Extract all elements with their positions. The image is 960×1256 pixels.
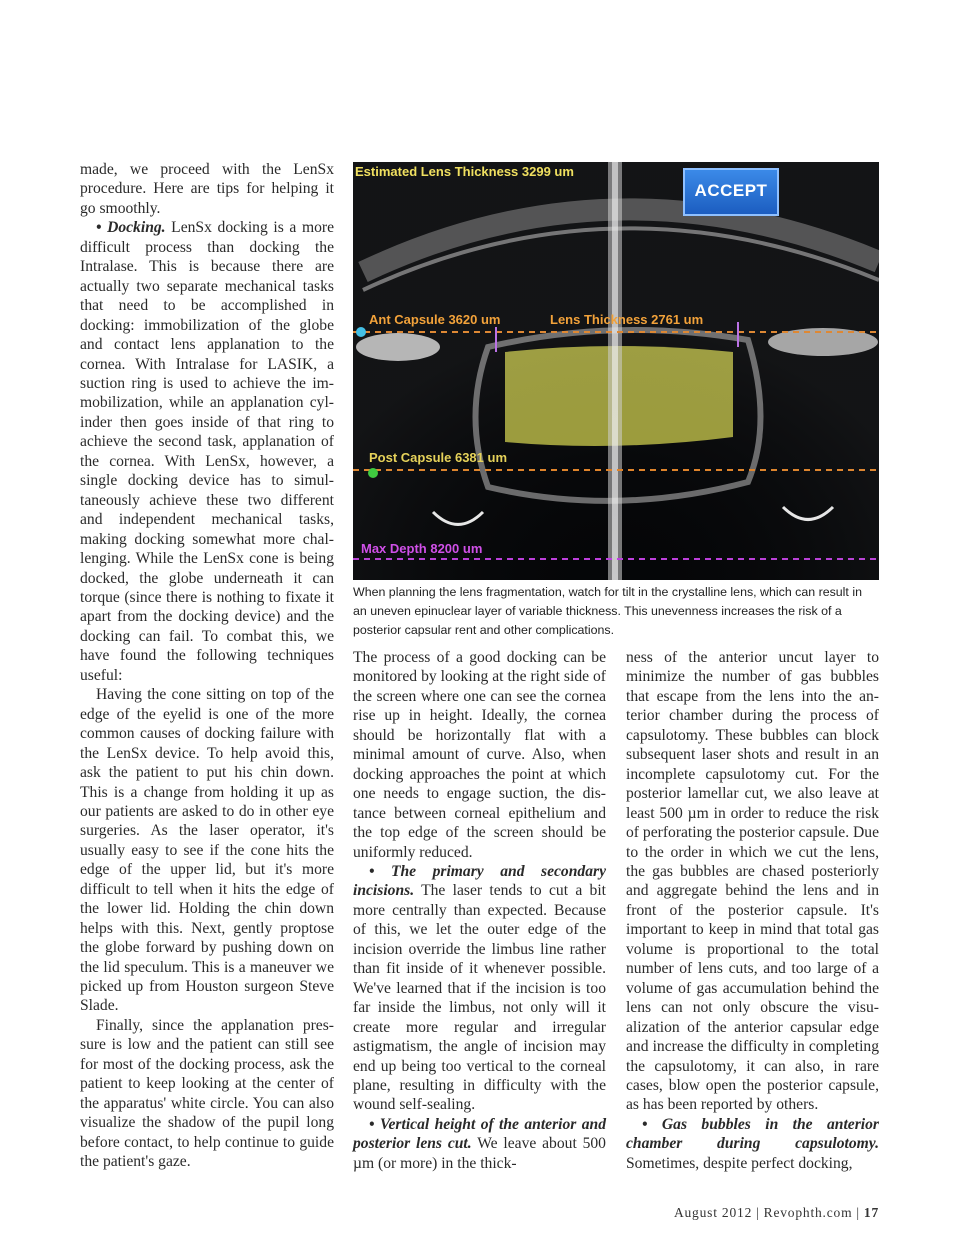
paragraph: The process of a good docking can be monitored by looking at the right side of the screen where one can see the cornea rise up in height. Ideally, the cornea should be horizontally flat with a minimal amount of curve. Also, when docking approaches the point at which one needs to engage suction, the distance between corneal epithelium and the top edge of the screen should be uniformly reduced. [353, 649, 606, 861]
figure-caption: When planning the lens fragmentation, watch for tilt in the crystalline lens, which can result in an uneven epinuclear layer of variable thickness. This unevenness increases the risk of a posterior capsular rent and other complications. [353, 585, 862, 637]
paragraph: ness of the anterior uncut layer to minimize the number of gas bubbles that escape from the lens into the anterior chamber during the process of capsulotomy. These bubbles can block subsequent laser shots and result in an incomplete capsulotomy cut. For the posterior lamellar cut, we also leave at least 500 µm in order to reduce the risk of perforating the posterior capsule. Due to the order in which we cut the lens, the gas bubbles are chased posteriorly and aggregate behind the lens and in front of the posterior capsule. It's important to keep in mind that total gas volume is proportional to the total number of lens cuts, and too large of a volume of gas accumulation behind the lens can not only obscure the visualization of the anterior capsular edge and increase the difficulty in completing the capsulotomy, it can also, in rare cases, blow open the posterior capsule, as has been reported by others. [626, 649, 879, 1114]
section-heading-vertical-height: • Vertical height of the anterior and posterior lens cut. [353, 1115, 606, 1153]
oct-figure-image [353, 162, 879, 580]
estimated-lens-thickness-label: Estimated Lens Thickness 3299 um [355, 164, 574, 179]
section-heading-gas-bubbles: • Gas bubbles in the anterior chamber during capsulotomy. [626, 1115, 879, 1153]
paragraph: made, we proceed with the LenSx procedure. Here are tips for helping it go smoothly. [80, 161, 334, 217]
max-depth-label: Max Depth 8200 um [361, 541, 483, 556]
footer-divider: | [756, 1205, 760, 1220]
post-capsule-label: Post Capsule 6381 um [369, 450, 507, 465]
paragraph-gas-bubbles [626, 1115, 879, 1173]
issue-date: August 2012 [673, 1205, 753, 1220]
footer-divider: | [856, 1205, 860, 1220]
accept-button[interactable]: ACCEPT [683, 168, 779, 216]
paragraph-incisions [353, 862, 606, 1115]
paragraph: Having the cone sitting on top of the edge of the eyelid is one of the more common causes of docking failure with the LenSx device. To help avoid this, ask the patient to put his chin down. This is a change from holding it up as our patients are asked to do in other eye surgeries. As the laser operator, it's usually easy to see if the cone hits the edge of the upper lid, but it's more difficult to tell when it hits the edge of the lower lid. Holding the chin down helps with this. Next, gently proptose the globe forward by pushing down on the lid speculum. This is a maneuver we picked up from Houston surgeon Steve Slade. [80, 686, 334, 1015]
paragraph-body: We leave about 500 µm (or more) in the thick- [353, 1135, 606, 1172]
text-column-middle [353, 648, 606, 1173]
page-number: 17 [863, 1205, 879, 1220]
paragraph-body: LenSx docking is a more difficult process than docking the Intralase. This is because there are actually two separate mechanical tasks that need to be accomplished in docking: immobilization of the globe and contact lens applanation to the cornea. With Intralase for LASIK, a suction ring is used to achieve the immobilization, while an applanation cylinder then goes inside of that ring to achieve the second task, applanation of the cornea. With LenSx, however, a single docking device has to simultaneously achieve these two different and independent mechanical tasks, making docking somewhat more challenging. While the LenSx cone is being docked, the globe underneath it can torque (since there is nothing to fixate it apart from the docking device) and the docking can fail. To combat this, we have found the following techniques useful: [80, 219, 334, 684]
text-column-right [626, 648, 879, 1173]
oct-scan-graphic [353, 162, 879, 580]
paragraph-body: Sometimes, despite perfect docking, [626, 1154, 853, 1172]
section-heading-docking: • Docking. [96, 219, 166, 237]
paragraph-docking [80, 218, 334, 685]
paragraph-vertical-height [353, 1115, 606, 1173]
text-column-left [80, 160, 334, 1172]
paragraph: Finally, since the applanation pressure is low and the patient can still see for most of the docking process, ask the patient to keep looking at the center of the apparatus' white circle. You can also visualize the shadow of the pupil long before contact, to help continue to guide the patient's gaze. [80, 1016, 334, 1171]
page-footer [674, 1205, 879, 1221]
website-link[interactable]: Revophth.com [763, 1205, 853, 1220]
paragraph-body: The laser tends to cut a bit more centrally than expected. Because of this, we let the outer edge of the incision override the limbus line rather than fit inside of it whenever possible. We've learned that if the incision is too far inside the limbus, not only will it create more regular and irregular astigmatism, the angle of incision may end up being too vertical to the corneal plane, resulting in difficulty with the wound self-sealing. [353, 882, 606, 1114]
ant-capsule-label: Ant Capsule 3620 um [369, 312, 501, 327]
lens-thickness-label: Lens Thickness 2761 um [550, 312, 704, 327]
section-heading-incisions: • The primary and secondary incisions. [353, 862, 606, 900]
